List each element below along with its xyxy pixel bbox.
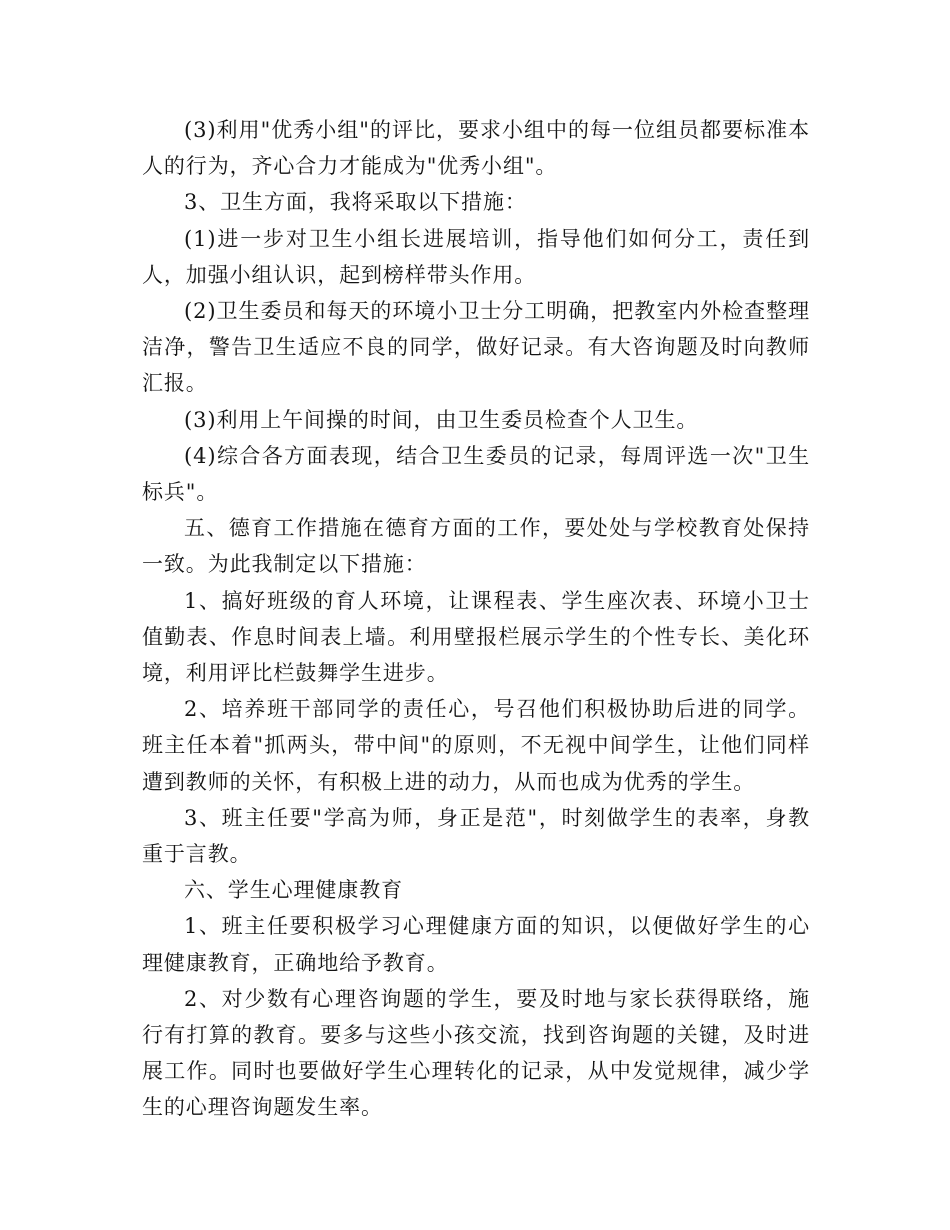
paragraph-4: (2)卫生委员和每天的环境小卫士分工明确，把教室内外检查整理洁净，警告卫生适应不良的同学，做好记录。有大咨询题及时向教师汇报。: [142, 299, 810, 396]
paragraph-6: (4)综合各方面表现，结合卫生委员的记录，每周评选一次"卫生标兵"。: [142, 443, 810, 505]
paragraph-7: 五、德育工作措施在德育方面的工作，要处处与学校教育处保持一致。为此我制定以下措施：: [142, 516, 810, 577]
paragraph-13: 2、对少数有心理咨询题的学生，要及时地与家长获得联络，施行有打算的教育。要多与这些小孩交流，找到咨询题的关键，及时进展工作。同时也要做好学生心理转化的记录，从中发觉规律，减少学生的心理咨询题发生率。: [142, 986, 810, 1120]
paragraph-5: (3)利用上午间操的时间，由卫生委员检查个人卫生。: [184, 407, 699, 432]
paragraph-1: (3)利用"优秀小组"的评比，要求小组中的每一位组员都要标准本人的行为，齐心合力才能成为"优秀小组"。: [142, 118, 810, 179]
document-body: [142, 112, 810, 1126]
paragraph-2: 3、卫生方面，我将采取以下措施：: [184, 190, 527, 215]
paragraph-8: 1、搞好班级的育人环境，让课程表、学生座次表、环境小卫士值勤表、作息时间表上墙。利用壁报栏展示学生的个性专长、美化环境，利用评比栏鼓舞学生进步。: [142, 588, 810, 686]
paragraph-12: 1、班主任要积极学习心理健康方面的知识，以便做好学生的心理健康教育，正确地给予教育。: [142, 914, 810, 975]
paragraph-3: (1)进一步对卫生小组长进展培训，指导他们如何分工，责任到人，加强小组认识，起到榜样带头作用。: [142, 226, 810, 287]
paragraph-10: 3、班主任要"学高为师，身正是范"，时刻做学生的表率，身教重于言教。: [142, 805, 810, 867]
paragraph-9: 2、培养班干部同学的责任心，号召他们积极协助后进的同学。班主任本着"抓两头，带中间"的原则，不无视中间学生，让他们同样遭到教师的关怀，有积极上进的动力，从而也成为优秀的学生。: [142, 697, 810, 794]
paragraph-11: 六、学生心理健康教育: [184, 878, 403, 903]
